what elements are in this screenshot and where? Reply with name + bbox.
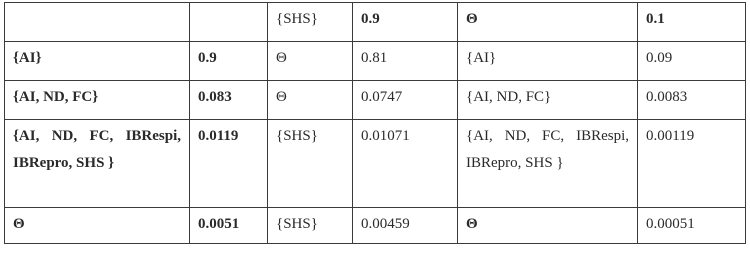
table-row: [5, 3, 746, 42]
table-cell: 0.00119: [638, 120, 746, 208]
table-row: [5, 42, 746, 81]
table-cell: 0.09: [638, 42, 746, 81]
table-cell: {AI, ND, FC, IBRespi, IBRepro, SHS }: [458, 120, 638, 208]
mass-combination-table: [4, 2, 746, 244]
table-cell: 0.00459: [353, 208, 458, 244]
table-cell: {SHS}: [268, 208, 353, 244]
table-cell: {SHS}: [268, 3, 353, 42]
table-cell: Θ: [458, 3, 638, 42]
table-cell: {AI}: [458, 42, 638, 81]
table-cell: Θ: [5, 208, 190, 244]
table-cell: 0.9: [353, 3, 458, 42]
table-cell: 0.0051: [190, 208, 268, 244]
table-cell: {AI, ND, FC}: [5, 81, 190, 120]
table-cell: 0.00051: [638, 208, 746, 244]
table-cell: 0.0119: [190, 120, 268, 208]
table-row: [5, 81, 746, 120]
table-cell: {SHS}: [268, 120, 353, 208]
table-cell: 0.0083: [638, 81, 746, 120]
table-cell: {AI, ND, FC, IBRespi, IBRepro, SHS }: [5, 120, 190, 208]
table-cell: 0.0747: [353, 81, 458, 120]
table-cell: 0.083: [190, 81, 268, 120]
table-cell: [190, 3, 268, 42]
table-cell: Θ: [268, 81, 353, 120]
table-cell: 0.01071: [353, 120, 458, 208]
table-cell: Θ: [268, 42, 353, 81]
table-cell: {AI, ND, FC}: [458, 81, 638, 120]
table-row: [5, 208, 746, 244]
table-row: [5, 120, 746, 208]
table-cell: {AI}: [5, 42, 190, 81]
table-cell: 0.9: [190, 42, 268, 81]
table-cell: Θ: [458, 208, 638, 244]
table-cell: [5, 3, 190, 42]
table-cell: 0.81: [353, 42, 458, 81]
table-cell: 0.1: [638, 3, 746, 42]
